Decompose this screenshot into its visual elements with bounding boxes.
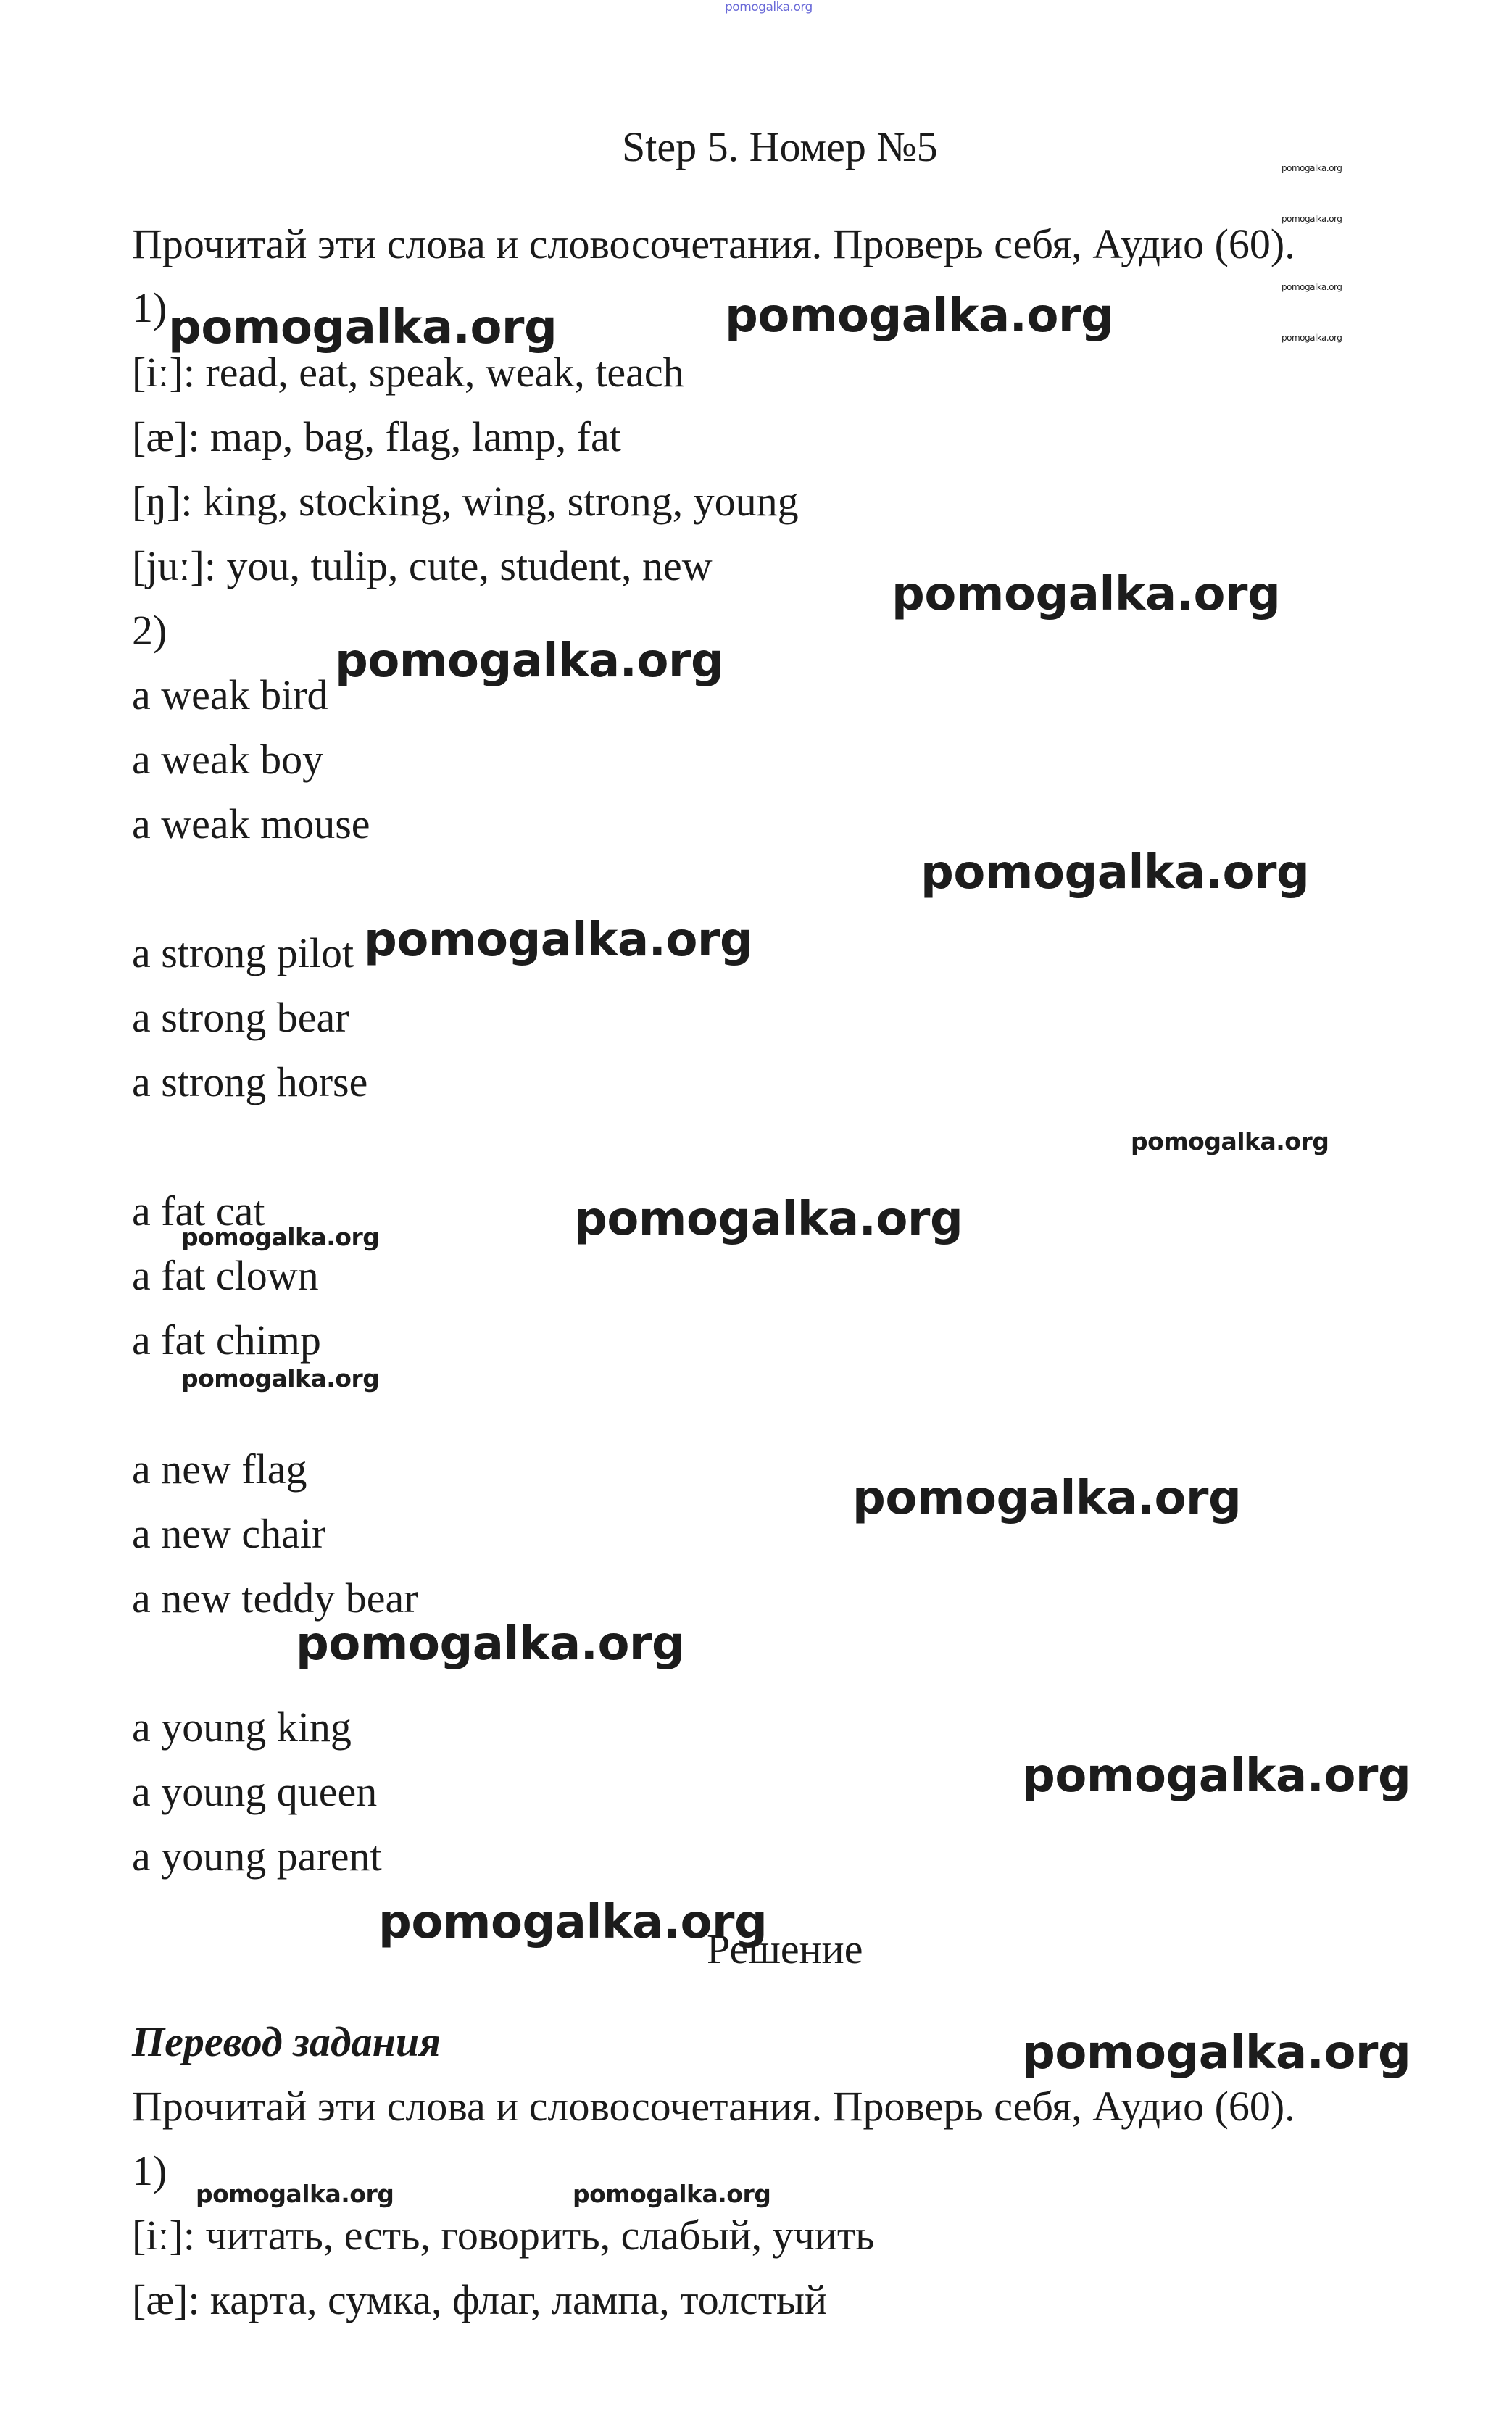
watermark: pomogalka.org — [574, 1192, 963, 1246]
solution-part1-label: 1) — [132, 2147, 167, 2194]
watermark: pomogalka.org — [573, 2180, 771, 2208]
watermark: pomogalka.org — [1282, 282, 1342, 292]
watermark: pomogalka.org — [1282, 163, 1342, 173]
phrase: a weak mouse — [132, 800, 370, 847]
phrase: a new flag — [132, 1445, 307, 1493]
watermark: pomogalka.org — [296, 1617, 685, 1671]
phrase: a strong pilot — [132, 929, 354, 976]
solution-label: Решение — [707, 1925, 863, 1972]
phrase: a new teddy bear — [132, 1574, 418, 1622]
phonics-line: [ŋ]: king, stocking, wing, strong, young — [132, 478, 799, 525]
part2-label: 2) — [132, 607, 167, 654]
top-watermark: pomogalka.org — [725, 0, 813, 14]
phrase: a new chair — [132, 1510, 326, 1557]
phrase: a fat chimp — [132, 1316, 321, 1364]
translation-heading: Перевод задания — [132, 2018, 441, 2065]
solution-instruction: Прочитай эти слова и словосочетания. Проверь себя, Аудио (60). — [132, 2083, 1295, 2130]
phrase: a young parent — [132, 1833, 382, 1880]
watermark: pomogalka.org — [1131, 1127, 1329, 1155]
watermark: pomogalka.org — [335, 634, 724, 688]
phonics-line: [æ]: map, bag, flag, lamp, fat — [132, 413, 621, 460]
watermark: pomogalka.org — [1022, 2026, 1411, 2080]
watermark: pomogalka.org — [921, 846, 1310, 900]
watermark: pomogalka.org — [1022, 1749, 1411, 1803]
task-instruction: Прочитай эти слова и словосочетания. Проверь себя, Аудио (60). — [132, 220, 1295, 267]
phrase: a weak boy — [132, 736, 324, 783]
solution-phonics-line: [æ]: карта, сумка, флаг, лампа, толстый — [132, 2276, 828, 2323]
watermark: pomogalka.org — [378, 1896, 768, 1949]
watermark: pomogalka.org — [181, 1223, 380, 1251]
watermark: pomogalka.org — [364, 913, 753, 967]
watermark: pomogalka.org — [1282, 333, 1342, 343]
phonics-line: [juː]: you, tulip, cute, student, new — [132, 542, 713, 589]
watermark: pomogalka.org — [852, 1472, 1242, 1525]
page-title: Step 5. Номер №5 — [622, 123, 938, 170]
watermark: pomogalka.org — [196, 2180, 394, 2208]
watermark: pomogalka.org — [725, 289, 1114, 343]
watermark: pomogalka.org — [168, 301, 557, 354]
watermark: pomogalka.org — [181, 1364, 380, 1393]
phrase: a strong horse — [132, 1058, 368, 1105]
phrase: a young king — [132, 1704, 352, 1751]
watermark: pomogalka.org — [1282, 214, 1342, 224]
phrase: a fat clown — [132, 1252, 319, 1299]
phrase: a young queen — [132, 1768, 378, 1815]
watermark: pomogalka.org — [892, 568, 1281, 621]
phonics-line: [iː]: read, eat, speak, weak, teach — [132, 349, 684, 396]
solution-phonics-line: [iː]: читать, есть, говорить, слабый, учить — [132, 2212, 875, 2259]
phrase: a strong bear — [132, 994, 349, 1041]
part1-label: 1) — [132, 284, 167, 331]
phrase: a fat cat — [132, 1187, 265, 1235]
phrase: a weak bird — [132, 671, 328, 718]
